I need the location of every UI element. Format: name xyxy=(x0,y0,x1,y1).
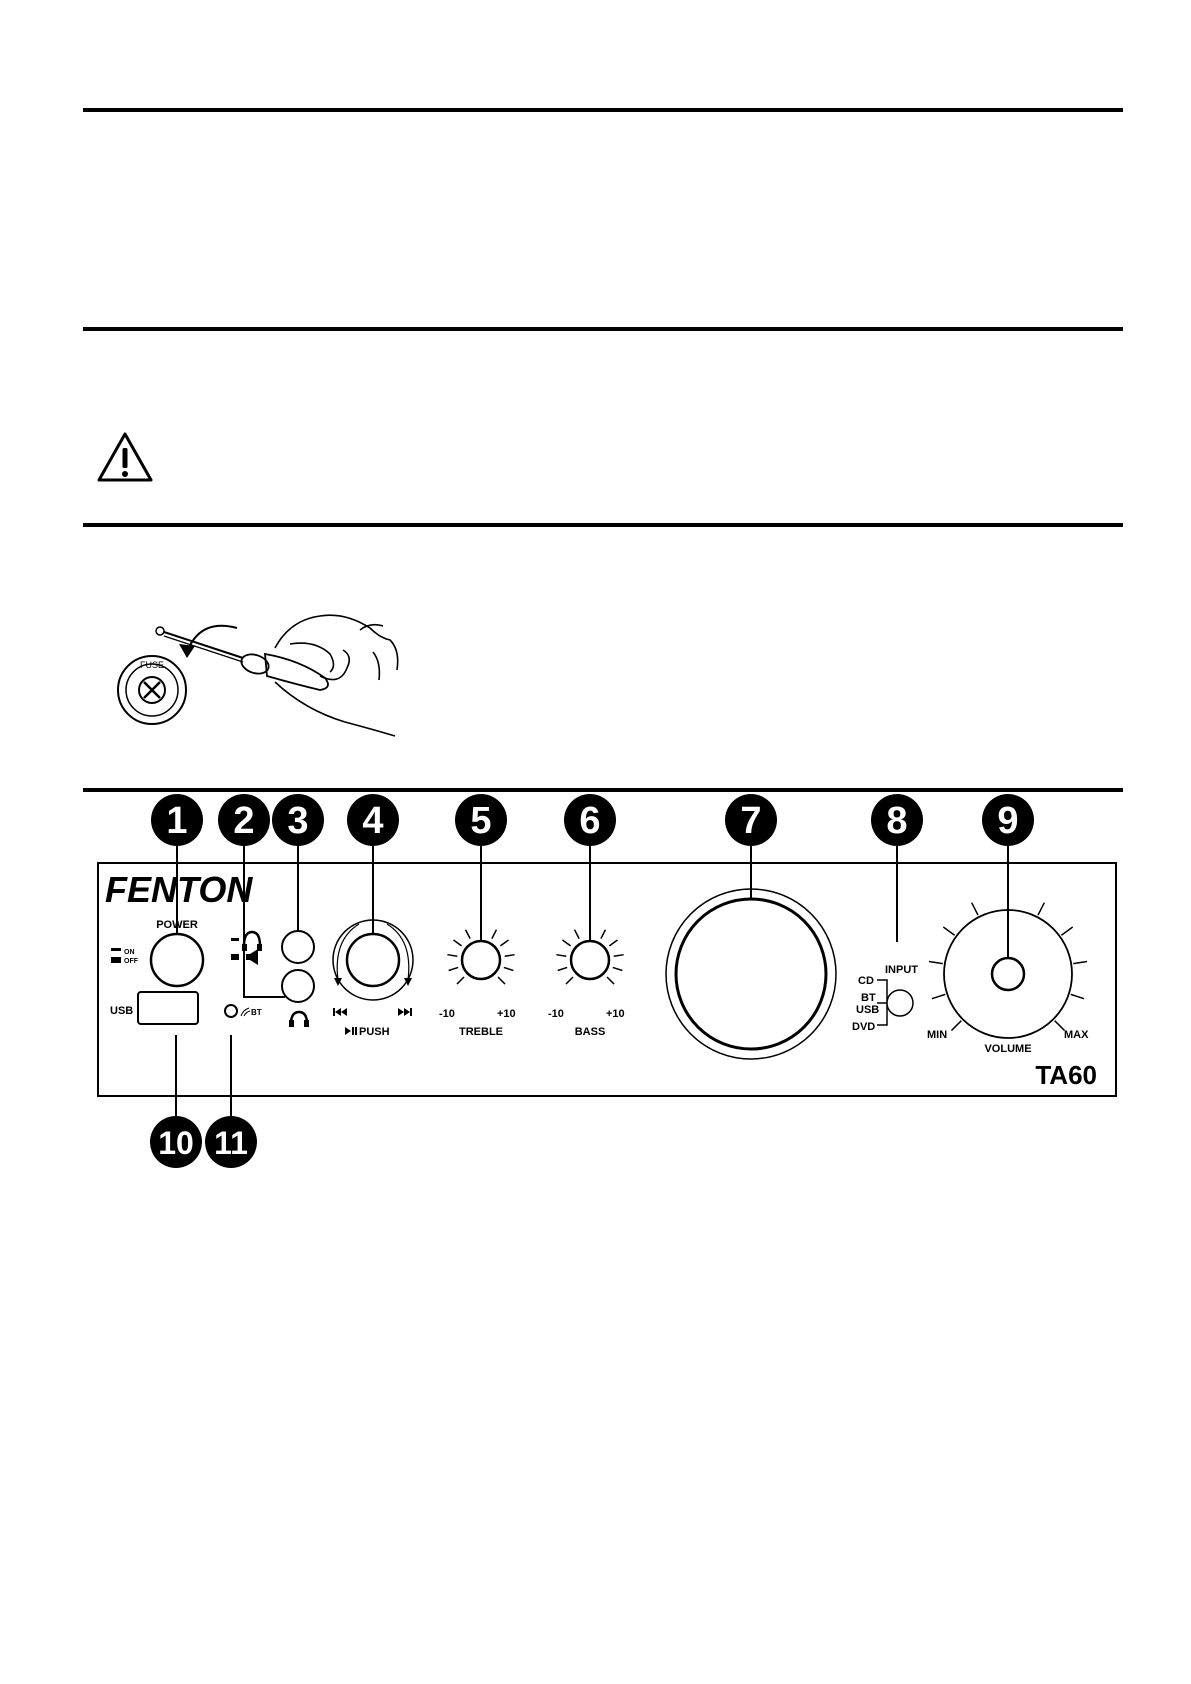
volume-tick xyxy=(1038,903,1044,915)
bass-tick xyxy=(613,967,623,970)
section-divider-2 xyxy=(83,327,1123,331)
section-divider-1 xyxy=(83,108,1123,112)
usb-label: USB xyxy=(110,1005,134,1017)
treble-label: TREBLE xyxy=(459,1026,503,1038)
section-divider-3 xyxy=(83,523,1123,527)
callout-5-label: 5 xyxy=(470,800,492,842)
callout-6-label: 6 xyxy=(579,800,601,842)
volume-tick xyxy=(972,903,978,915)
callout-7-label: 7 xyxy=(740,800,762,842)
callout-8 xyxy=(871,794,923,846)
arrow-head-icon xyxy=(179,644,195,658)
callout-2 xyxy=(218,794,270,846)
fuse-holder xyxy=(118,656,186,724)
volume-tick xyxy=(951,1021,961,1031)
callout-1 xyxy=(151,794,203,846)
treble-tick xyxy=(453,940,461,946)
treble-tick xyxy=(498,977,505,984)
treble-tick xyxy=(449,967,459,970)
treble-knob[interactable] xyxy=(462,941,500,979)
volume-tick xyxy=(1073,961,1087,963)
callout-10 xyxy=(150,1116,202,1168)
input-bt-label: BT xyxy=(861,992,876,1004)
treble-tick xyxy=(492,930,497,939)
bass-tick xyxy=(558,967,568,970)
treble-tick xyxy=(466,930,471,939)
treble-tick xyxy=(505,955,515,957)
speaker-headphone-switch-icon xyxy=(231,932,262,965)
fuse-label: FUSE xyxy=(139,660,165,670)
power-button[interactable] xyxy=(151,934,203,986)
bt-signal-icon xyxy=(241,1008,250,1016)
speaker-selector-button[interactable] xyxy=(282,931,314,963)
bass-tick xyxy=(607,977,614,984)
callout-10-label: 10 xyxy=(158,1125,194,1161)
callout-7 xyxy=(725,794,777,846)
bass-knob[interactable] xyxy=(571,941,609,979)
callout-11-label: 11 xyxy=(214,1125,248,1161)
fuse-replacement-illustration xyxy=(115,610,410,745)
headphones-icon xyxy=(289,1012,309,1027)
headphone-jack[interactable] xyxy=(282,970,314,1002)
bt-indicator-led xyxy=(225,1005,237,1017)
power-label: POWER xyxy=(156,919,198,931)
volume-knob[interactable] xyxy=(992,958,1024,990)
volume-tick xyxy=(1071,994,1084,998)
bt-label: BT xyxy=(251,1008,262,1017)
volume-tick xyxy=(1061,927,1072,935)
input-selector-button[interactable] xyxy=(887,990,913,1016)
bass-tick xyxy=(609,940,617,946)
usb-port[interactable] xyxy=(138,992,198,1024)
input-usb-label: USB xyxy=(856,1004,880,1016)
callout-4 xyxy=(347,794,399,846)
power-switch-icon xyxy=(111,948,121,963)
input-label: INPUT xyxy=(885,964,918,976)
callout-9-label: 9 xyxy=(997,800,1019,842)
callout-1-label: 1 xyxy=(166,800,188,842)
input-cd-label: CD xyxy=(858,975,874,987)
treble-min-label: -10 xyxy=(439,1008,455,1020)
treble-tick xyxy=(500,940,508,946)
callout-3-label: 3 xyxy=(287,800,309,842)
callout-3 xyxy=(272,794,324,846)
callout-2-label: 2 xyxy=(233,800,255,842)
treble-tick xyxy=(457,977,464,984)
treble-tick xyxy=(447,955,457,957)
volume-tick xyxy=(932,994,945,998)
brand-logo-text: FENTON xyxy=(105,869,253,910)
bass-tick xyxy=(601,930,606,939)
play-pause-icon xyxy=(345,1027,357,1035)
skip-forward-icon xyxy=(398,1008,412,1016)
bass-tick xyxy=(614,955,624,957)
push-label: PUSH xyxy=(359,1026,390,1038)
skip-back-icon xyxy=(333,1008,347,1016)
callout-6 xyxy=(564,794,616,846)
bass-max-label: +10 xyxy=(606,1008,625,1020)
warning-icon xyxy=(95,430,155,485)
treble-tick xyxy=(504,967,514,970)
callout-4-label: 4 xyxy=(362,800,384,842)
push-knob[interactable] xyxy=(347,934,399,986)
model-number: TA60 xyxy=(1035,1060,1097,1090)
callout-5 xyxy=(455,794,507,846)
bass-tick xyxy=(566,977,573,984)
callout-8-label: 8 xyxy=(886,800,908,842)
callout-9 xyxy=(982,794,1034,846)
hand-outline xyxy=(275,615,398,736)
volume-label: VOLUME xyxy=(984,1043,1032,1055)
volume-tick xyxy=(943,927,954,935)
display-window xyxy=(676,899,826,1049)
bass-min-label: -10 xyxy=(548,1008,564,1020)
volume-max-label: MAX xyxy=(1064,1029,1089,1041)
bass-tick xyxy=(575,930,580,939)
input-dvd-label: DVD xyxy=(852,1021,876,1033)
bass-label: BASS xyxy=(574,1026,606,1038)
volume-min-label: MIN xyxy=(927,1029,948,1041)
power-off-label: OFF xyxy=(124,958,138,965)
power-on-label: ON xyxy=(124,949,135,956)
screwdriver xyxy=(156,627,328,690)
input-bracket xyxy=(877,980,887,1025)
bass-tick xyxy=(556,955,566,957)
bass-tick xyxy=(562,940,570,946)
amplifier-front-panel xyxy=(97,862,1117,1097)
callout-11 xyxy=(205,1116,257,1168)
treble-max-label: +10 xyxy=(497,1008,516,1020)
volume-tick xyxy=(929,961,943,963)
